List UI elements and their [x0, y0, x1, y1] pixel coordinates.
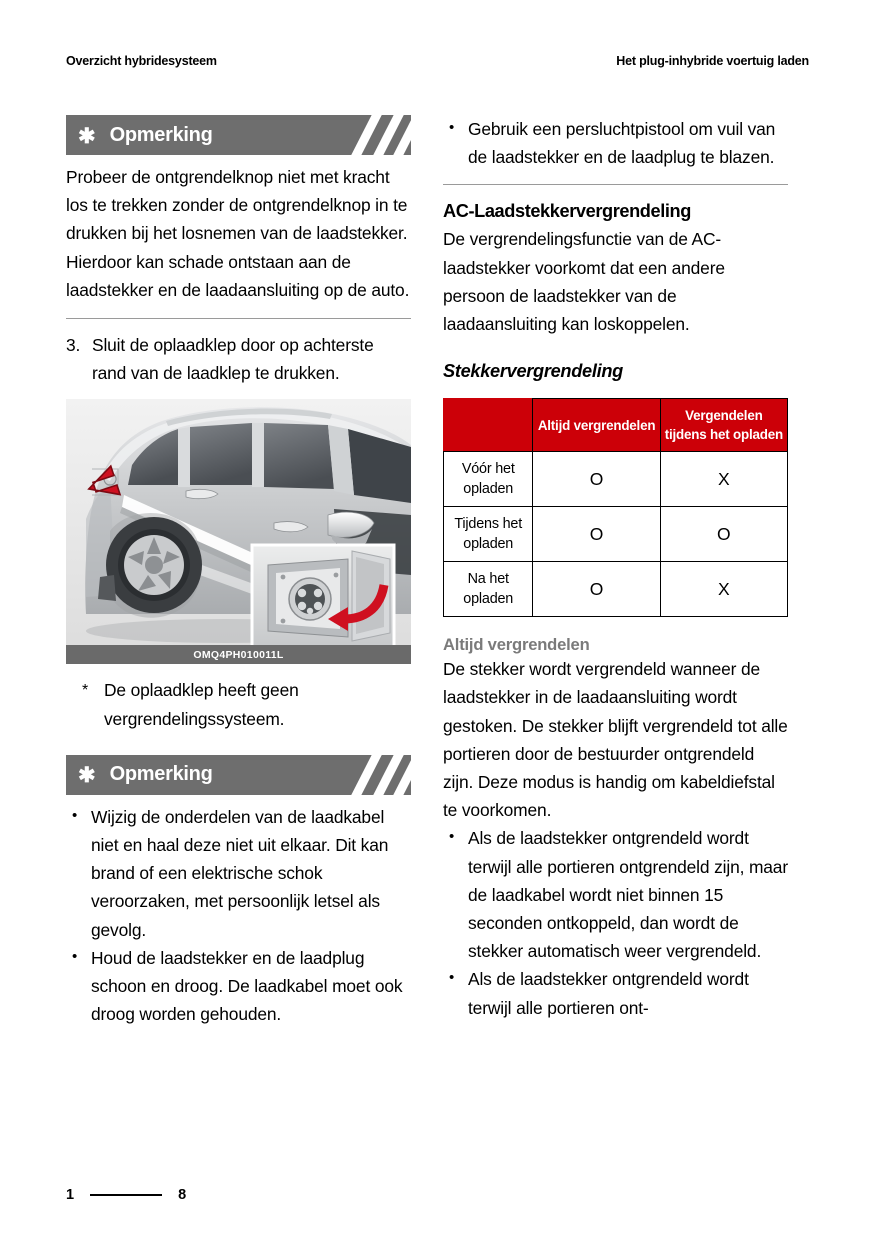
list-item: • Wijzig de onderdelen van de laadkabel niet en haal deze niet uit elkaar. Dit kan brand of een elektrische schok veroorzaken, met persoonlijk letsel als gevolg. [66, 803, 411, 944]
top-bullets [443, 115, 788, 171]
table-row-label: Vóór het opladen [444, 452, 533, 507]
step-item-3 [66, 331, 411, 387]
table-cell: O [533, 452, 660, 507]
left-column [66, 115, 411, 1028]
vehicle-illustration [66, 399, 411, 664]
table-row-label: Na het opladen [444, 562, 533, 617]
section-heading: AC-Laadstekkervergrendeling [443, 201, 691, 222]
page-number: 8 [178, 1187, 187, 1203]
running-head [66, 50, 809, 72]
right-column [443, 115, 788, 1028]
page-body [66, 115, 809, 1028]
figure-note [78, 676, 411, 732]
note-box-2 [66, 755, 411, 1029]
table-row-label: Tijdens het opladen [444, 507, 533, 562]
note-box-1-title: Opmerking [109, 123, 213, 146]
note-box-1 [66, 115, 411, 304]
running-head-right: Het plug-inhybride voertuig laden [616, 54, 809, 68]
asterisk-icon: ✱ [78, 764, 96, 788]
plug-lock-table [443, 398, 788, 617]
table-cell: O [533, 562, 660, 617]
figure-code: OMQ4PH010011L [66, 645, 411, 664]
asterisk-marker: * [82, 682, 89, 700]
note-box-2-body [66, 795, 411, 1029]
table-cell: X [660, 562, 787, 617]
diagonal-stripes-decoration [339, 755, 411, 795]
asterisk-icon: ✱ [78, 124, 96, 148]
chapter-number: 1 [66, 1187, 75, 1203]
divider-left-1 [66, 318, 411, 319]
list-item: • Gebruik een persluchtpistool om vuil van de laadstekker en de laadplug te blazen. [443, 115, 788, 171]
table-header-row [444, 399, 788, 452]
table-row [444, 507, 788, 562]
table-row [444, 452, 788, 507]
list-item: • Als de laadstekker ontgrendeld wordt terwijl alle portieren ont- [443, 965, 788, 1021]
figure-note-text: De oplaadklep heeft geen vergrendelingssysteem. [104, 680, 299, 729]
note-box-1-body [66, 155, 411, 304]
diagonal-stripes-decoration [339, 115, 411, 155]
gray-paragraph: De stekker wordt vergrendeld wanneer de laadstekker in de laadaansluiting wordt gestoken. De stekker blijft vergrendeld tot alle portieren door de bestuurder ontgrendeld zijn. Deze modus is handig om kabeldiefstal te voorkomen. [443, 659, 788, 821]
table-cell: O [660, 507, 787, 562]
step-number: 3. [66, 335, 81, 356]
table-header-blank [444, 399, 533, 452]
charge-port-inset [252, 545, 394, 655]
table-cell: X [660, 452, 787, 507]
vehicle-figure [66, 399, 411, 664]
note-box-1-header [66, 115, 411, 155]
footer-dash [90, 1194, 162, 1197]
list-item: • Als de laadstekker ontgrendeld wordt terwijl alle portieren ontgrendeld zijn, maar de laadkabel wordt niet binnen 15 seconden ontkoppeld, dan wordt de stekker automatisch weer vergrendeld. [443, 824, 788, 965]
table-header-lock-while-charging: Vergendelen tijdens het opladen [660, 399, 787, 452]
page-footer [66, 1187, 186, 1203]
gray-heading: Altijd vergrendelen [443, 635, 590, 655]
divider-right-1 [443, 184, 788, 185]
table-row [444, 562, 788, 617]
note-box-2-title: Opmerking [109, 763, 213, 786]
section-paragraph: De vergrendelingsfunctie van de AC-laadstekker voorkomt dat een andere persoon de laadstekker van de laadaansluiting kan loskoppelen. [443, 229, 725, 335]
bottom-bullets [443, 824, 788, 1021]
table-cell: O [533, 507, 660, 562]
table-header-always-lock: Altijd vergrendelen [533, 399, 660, 452]
step-text: Sluit de oplaadklep door op achterste rand van de laadklep te drukken. [92, 335, 374, 384]
step-list [66, 331, 411, 387]
running-head-left: Overzicht hybridesysteem [66, 54, 217, 68]
sub-heading: Stekkervergrendeling [443, 361, 623, 382]
list-item: • Houd de laadstekker en de laadplug schoon en droog. De laadkabel moet ook droog worden gehouden. [66, 944, 411, 1029]
note-box-2-header [66, 755, 411, 795]
note-box-1-paragraph: Probeer de ontgrendelknop niet met kracht los te trekken zonder de ontgrendelknop in te drukken bij het losnemen van de laadstekker. Hierdoor kan schade ontstaan aan de laadstekker en de laadaansluiting op de auto. [66, 167, 410, 300]
note-box-2-bullets [66, 803, 411, 1029]
